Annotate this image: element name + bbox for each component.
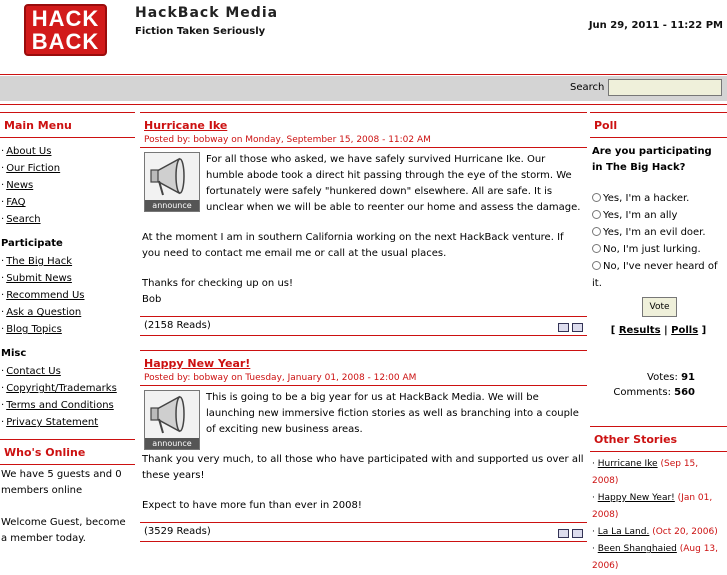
story-paragraph: For all those who asked, we have safely survived Hurricane Ike. Our humble abode took a direct hit passing through the eye of the storm. We fortunately were safely "hunkered down" elsewhere. All are safe. It is unclear when we will be able to reenter our home and assess the damage. [206,154,581,213]
menu-link[interactable]: Recommend Us [6,290,85,301]
other-story-date: (Aug 13, 2006) [592,544,719,571]
story-header [140,350,587,386]
misc-heading: Misc [1,348,27,359]
other-stories-title: Other Stories [590,426,727,452]
story-header [140,112,587,148]
divider [0,74,727,75]
menu-item-our-fiction: · Our Fiction [1,163,61,174]
comments-value: 560 [674,387,695,398]
poll-option[interactable] [590,207,727,224]
menu-item-contact-us: · Contact Us [1,366,61,377]
poll-option-label: Yes, I'm an evil doer. [603,227,706,238]
votes-value: 91 [681,372,695,383]
menu-link[interactable]: About Us [6,146,52,157]
menu-item-copyright: · Copyright/Trademarks [1,383,117,394]
radio-button[interactable] [592,244,601,253]
megaphone-icon [145,391,199,439]
menu-item-terms: · Terms and Conditions [1,400,114,411]
menu-item-ask-question: · Ask a Question [1,307,82,318]
story-paragraph: Thank you very much, to all those who have participated with and supported us over all these years! [142,454,584,481]
radio-button[interactable] [592,193,601,202]
right-sidebar [590,112,727,575]
story-footer [140,316,587,336]
menu-item-submit-news: · Submit News [1,273,72,284]
logo-text-top: HACK [31,6,100,31]
search-bar [0,76,727,101]
radio-button[interactable] [592,261,601,270]
menu-link[interactable]: Terms and Conditions [6,400,114,411]
poll-option[interactable] [590,241,727,258]
poll-option-label: No, I'm just lurking. [603,244,701,255]
story [140,350,587,542]
story-paragraph: Expect to have more fun than ever in 2008! [142,500,362,511]
main-menu-title: Main Menu [0,112,135,138]
menu-link[interactable]: The Big Hack [6,256,73,267]
other-story-date: (Sep 15, 2008) [592,459,699,486]
menu-link[interactable]: Blog Topics [6,324,62,335]
story-meta: Posted by: bobway on Monday, September 15, 2008 - 11:02 AM [144,135,431,145]
menu-link[interactable]: Search [6,214,41,225]
vote-button[interactable]: Vote [642,297,677,317]
participate-heading: Participate [1,238,63,249]
email-story-icon[interactable] [558,529,569,538]
menu-link[interactable]: FAQ [6,197,26,208]
menu-link[interactable]: Privacy Statement [6,417,99,428]
poll-option-label: No, I've never heard of it. [592,261,718,289]
other-story-item: · Been Shanghaied (Aug 13, 2006) [592,544,719,571]
story-paragraph: At the moment I am in southern California working on the next HackBack venture. If you need to contact me email me or call at the usual places. [142,232,564,259]
welcome-text: Welcome Guest, become a member today. [1,517,126,544]
menu-item-search: · Search [1,214,41,225]
menu-item-recommend-us: · Recommend Us [1,290,85,301]
site-title: HackBack Media [135,5,279,21]
main-content [140,112,587,542]
topic-caption: announce [145,438,199,449]
poll-question: Are you participating in The Big Hack? [592,146,712,173]
menu-item-big-hack: · The Big Hack [1,256,73,267]
other-story-date: (Oct 20, 2006) [652,527,718,537]
story-meta: Posted by: bobway on Tuesday, January 01, 2008 - 12:00 AM [144,373,417,383]
story-title-link[interactable]: Hurricane Ike [144,119,228,132]
poll-links: [ Results | Polls ] [610,325,707,336]
site-header [0,0,727,62]
poll-option-label: Yes, I'm a hacker. [603,193,690,204]
announce-topic-icon[interactable] [144,390,200,450]
story-body [140,386,587,514]
menu-item-blog-topics: · Blog Topics [1,324,62,335]
menu-link[interactable]: Copyright/Trademarks [6,383,117,394]
story-paragraph: Thanks for checking up on us! Bob [142,278,293,305]
story-paragraph: This is going to be a big year for us at HackBack Media. We will be launching new immersive fiction stories as well as branching into a couple of exciting new business areas. [206,392,579,435]
other-story-item: · Happy New Year! (Jan 01, 2008) [592,493,713,520]
print-story-icon[interactable] [572,323,583,332]
menu-link[interactable]: Contact Us [6,366,61,377]
email-story-icon[interactable] [558,323,569,332]
other-story-item: · Hurricane Ike (Sep 15, 2008) [592,459,699,486]
current-datetime: Jun 29, 2011 - 11:22 PM [588,20,723,31]
poll-option[interactable] [590,224,727,241]
poll-option-label: Yes, I'm an ally [603,210,678,221]
other-story-link[interactable]: La La Land. [597,527,650,537]
left-sidebar [0,112,135,547]
site-slogan: Fiction Taken Seriously [135,26,266,37]
menu-link[interactable]: Our Fiction [6,163,61,174]
story-body [140,148,587,308]
read-count: (3529 Reads) [144,526,211,537]
poll-title: Poll [590,112,727,138]
story-footer [140,522,587,542]
comments-label: Comments: [613,387,671,398]
menu-item-privacy: · Privacy Statement [1,417,99,428]
menu-item-news: · News [1,180,34,191]
online-count-text: We have 5 guests and 0 members online [1,469,122,496]
other-story-link[interactable]: Been Shanghaied [597,544,677,554]
megaphone-icon [145,153,199,201]
menu-link[interactable]: Ask a Question [6,307,82,318]
topic-caption: announce [145,200,199,211]
other-story-date: (Jan 01, 2008) [592,493,713,520]
story-title-link[interactable]: Happy New Year! [144,357,251,370]
menu-item-about-us: · About Us [1,146,52,157]
divider [0,104,727,105]
poll-option[interactable] [590,258,727,289]
read-count: (2158 Reads) [144,320,211,331]
other-story-link[interactable]: Happy New Year! [597,493,675,503]
radio-button[interactable] [592,227,601,236]
search-input[interactable] [608,79,722,96]
poll-option[interactable] [590,190,727,207]
other-story-item: · La La Land. (Oct 20, 2006) [592,527,718,537]
poll-stats [590,370,727,400]
story [140,112,587,336]
print-story-icon[interactable] [572,529,583,538]
menu-link[interactable]: News [6,180,34,191]
other-story-link[interactable]: Hurricane Ike [597,459,658,469]
menu-link[interactable]: Submit News [6,273,72,284]
radio-button[interactable] [592,210,601,219]
menu-item-faq: · FAQ [1,197,26,208]
search-label: Search [570,82,605,93]
hackback-logo[interactable] [24,4,107,56]
announce-topic-icon[interactable] [144,152,200,212]
past-polls-link[interactable]: Polls [671,325,699,336]
votes-label: Votes: [647,372,678,383]
whos-online-title: Who's Online [0,439,135,465]
poll-results-link[interactable]: Results [618,325,661,336]
logo-text-bottom: BACK [31,29,100,54]
